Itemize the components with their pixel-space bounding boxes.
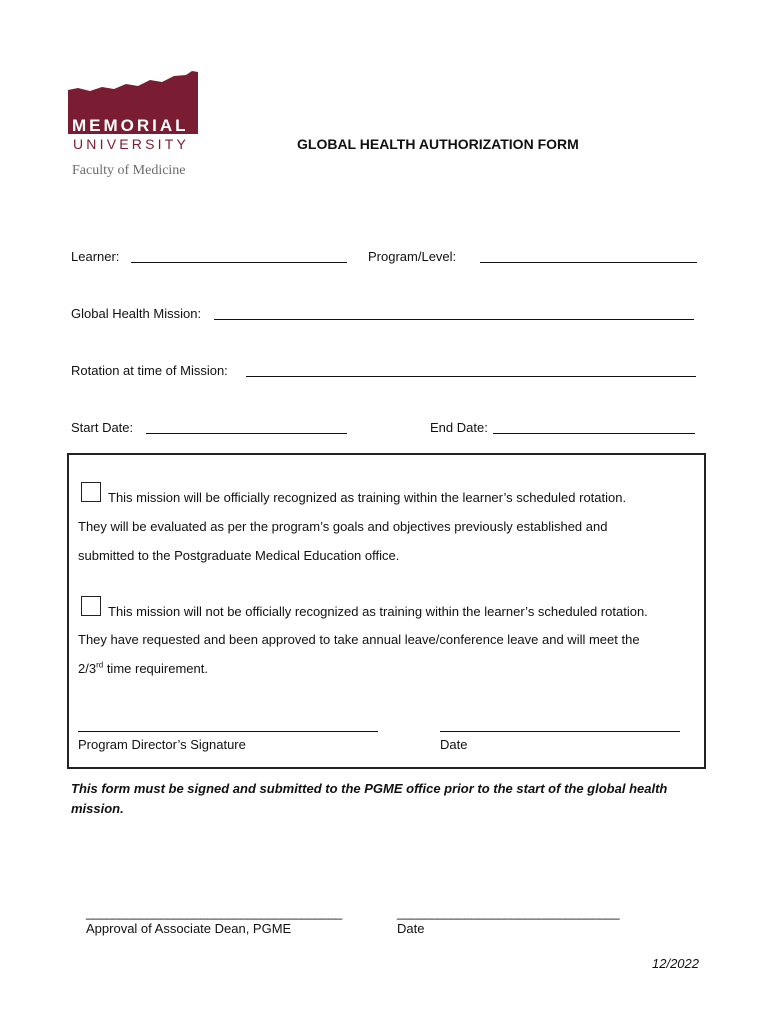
submission-note: This form must be signed and submitted to the PGME office prior to the start of the global health mission. bbox=[71, 781, 668, 816]
time-fraction: 2/3 bbox=[78, 661, 97, 676]
learner-label: Learner: bbox=[71, 249, 120, 264]
director-date-label: Date bbox=[440, 737, 468, 752]
ordinal-suffix: rd bbox=[96, 660, 104, 670]
dean-approval-label: Approval of Associate Dean, PGME bbox=[86, 921, 292, 936]
dean-date-line[interactable]: _________________________________ bbox=[397, 905, 620, 920]
director-date-line[interactable] bbox=[440, 731, 680, 732]
time-requirement-text: time requirement. bbox=[103, 661, 208, 676]
logo-word-memorial: MEMORIAL bbox=[72, 116, 189, 135]
director-signature-label: Program Director’s Signature bbox=[78, 737, 246, 752]
mission-field[interactable] bbox=[214, 319, 694, 320]
logo-word-university: UNIVERSITY bbox=[73, 136, 190, 152]
start-date-label: Start Date: bbox=[71, 420, 134, 435]
option2-line2: They have requested and been approved to take annual leave/conference leave and will meet the bbox=[78, 632, 640, 647]
dean-date-label: Date bbox=[397, 921, 425, 936]
end-date-field[interactable] bbox=[493, 433, 695, 434]
option1-line2: They will be evaluated as per the program’s goals and objectives previously established and bbox=[78, 519, 608, 534]
form-revision-date: 12/2022 bbox=[652, 956, 699, 971]
option1-checkbox[interactable] bbox=[81, 482, 101, 502]
option1-line1: This mission will be officially recognized as training within the learner’s scheduled rotation. bbox=[108, 490, 627, 505]
learner-field[interactable] bbox=[131, 262, 347, 263]
start-date-field[interactable] bbox=[146, 433, 347, 434]
form-title: GLOBAL HEALTH AUTHORIZATION FORM bbox=[297, 136, 579, 152]
program-level-label: Program/Level: bbox=[368, 249, 457, 264]
rotation-label: Rotation at time of Mission: bbox=[71, 363, 228, 378]
option2-line1: This mission will not be officially recognized as training within the learner’s scheduled rotation. bbox=[108, 604, 648, 619]
dean-signature-line[interactable]: ______________________________________ bbox=[86, 905, 342, 920]
director-signature-line[interactable] bbox=[78, 731, 378, 732]
option2-line3 bbox=[78, 661, 208, 676]
mission-label: Global Health Mission: bbox=[71, 306, 202, 321]
rotation-field[interactable] bbox=[246, 376, 696, 377]
program-level-field[interactable] bbox=[480, 262, 697, 263]
option1-line3: submitted to the Postgraduate Medical Education office. bbox=[78, 548, 400, 563]
logo-faculty: Faculty of Medicine bbox=[72, 163, 186, 178]
end-date-label: End Date: bbox=[430, 420, 488, 435]
option2-checkbox[interactable] bbox=[81, 596, 101, 616]
